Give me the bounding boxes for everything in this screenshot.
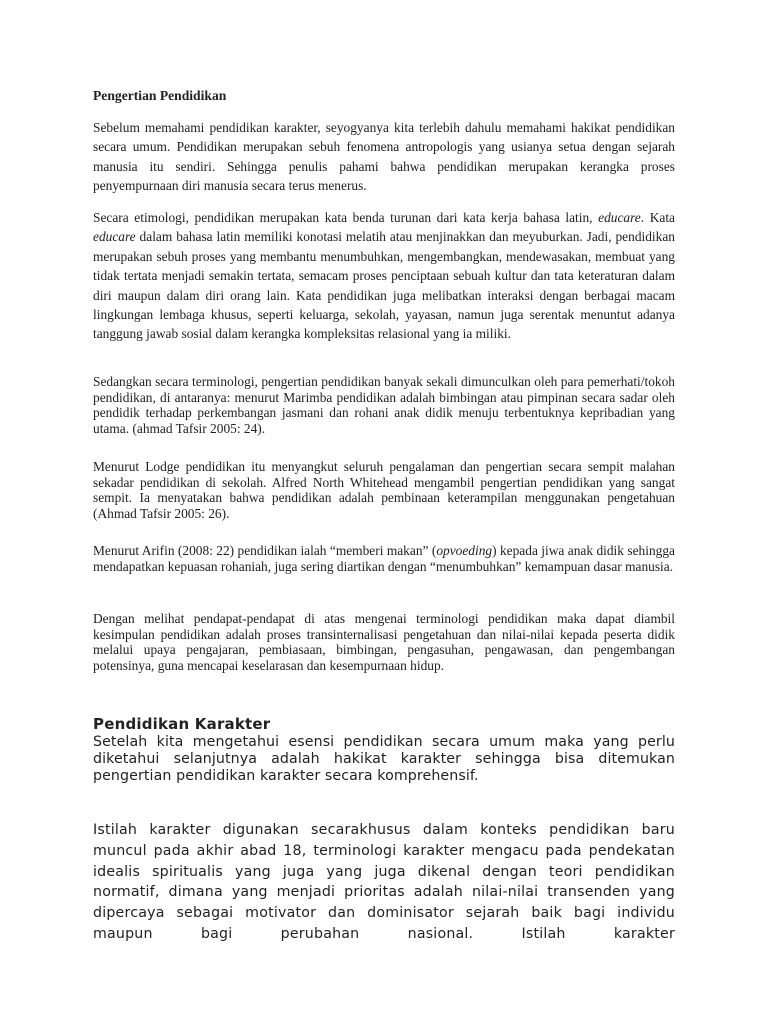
paragraph-istilah-karakter: Istilah karakter digunakan secarakhusus dalam konteks pendidikan baru muncul pada akhir abad 18, terminologi karakter mengacu pada pendekatan idealis spiritualis yang juga yang juga dikenal dengan teori pendidikan normatif, dimana yang menjadi prioritas adalah nilai-nilai transenden yang dipercaya sebagai motivator dan dominisator sejarah baik bagi individu maupun bagi perubahan nasional. Istilah karakter <box>93 822 675 942</box>
paragraph-terminologi: Sedangkan secara terminologi, pengertian pendidikan banyak sekali dimunculkan oleh para pemerhati/tokoh pendidikan, di antaranya: menurut Marimba pendidikan adalah bimbingan atau pimpinan secara sadar oleh pendidik terhadap perkembangan jasmani dan rohani anak didik menuju terbentuknya kepribadian yang utama. (ahmad Tafsir 2005: 24). <box>93 374 675 437</box>
etimologi-italic-educare-2: educare <box>93 229 136 245</box>
paragraph-etimologi <box>93 208 675 344</box>
arifin-text-a: Menurut Arifin (2008: 22) pendidikan ialah “memberi makan” ( <box>93 543 437 558</box>
arifin-text-c: ) kepada jiwa anak didik sehingga mendapatkan kepuasan rohaniah, juga sering diartikan dengan “menumbuhkan” kemampuan dasar manusia. <box>93 543 675 574</box>
paragraph-kesimpulan: Dengan melihat pendapat-pendapat di atas mengenai terminologi pendidikan maka dapat diambil kesimpulan pendidikan adalah proses transinternalisasi pengetahuan dan nilai-nilai kepada peserta didik melalui upaya pengajaran, pembiasaan, bimbingan, pengasuhan, pengawasan, dan pengembangan potensinya, guna mencapai keselarasan dan kesempurnaan hidup. <box>93 611 675 674</box>
arifin-italic-opvoeding: opvoeding <box>436 543 493 558</box>
etimologi-text-e: dalam bahasa latin memiliki konotasi melatih atau menjinakkan dan meyuburkan. Jadi, pendidikan merupakan sebuh proses yang membantu menumbuhkan, mengembangkan, mendewasakan, membuat yang tidak tertata menjadi semakin tertata, semacam proses penciptaan sebuah kultur dan tata keteraturan dalam diri maupun dalam diri orang lain. Kata pendidikan juga melibatkan interaksi dengan berbagai macam lingkungan lembaga khusus, seperti keluarga, sekolah, yayasan, namun juga serentak menuntut adanya tanggung jawab sosial dalam kerangka kompleksitas relasional yang ia miliki. <box>93 229 675 342</box>
paragraph-intro: Sebelum memahami pendidikan karakter, seyogyanya kita terlebih dahulu memahami hakikat pendidikan secara umum. Pendidikan merupakan sebuh fenomena antropologis yang usianya setua dengan sejarah manusia itu sendiri. Sehingga penulis pahami bahwa pendidikan merupakan kerangka proses penyempurnaan diri manusia secara terus menerus. <box>93 120 675 194</box>
etimologi-text-a: Secara etimologi, pendidikan merupakan kata benda turunan dari kata kerja bahasa latin, <box>93 210 599 225</box>
heading-pendidikan-karakter: Pendidikan Karakter <box>93 715 271 733</box>
paragraph-karakter-intro: Setelah kita mengetahui esensi pendidikan secara umum maka yang perlu diketahui selanjutnya adalah hakikat karakter sehingga bisa ditemukan pengertian pendidikan karakter secara komprehensif. <box>93 734 675 784</box>
etimologi-text-c: . Kata <box>640 210 675 225</box>
heading-pengertian-pendidikan: Pengertian Pendidikan <box>93 88 227 103</box>
etimologi-italic-educare-1: educare <box>598 210 641 225</box>
paragraph-arifin <box>93 543 675 574</box>
paragraph-lodge: Menurut Lodge pendidikan itu menyangkut seluruh pengalaman dan pengertian secara sempit malahan sekadar pendidikan di sekolah. Alfred North Whitehead mengambil pengertian pendidikan yang sangat sempit. Ia menyatakan bahwa pendidikan adalah pembinaan keterampilan menggunakan pengetahuan (Ahmad Tafsir 2005: 26). <box>93 459 675 522</box>
